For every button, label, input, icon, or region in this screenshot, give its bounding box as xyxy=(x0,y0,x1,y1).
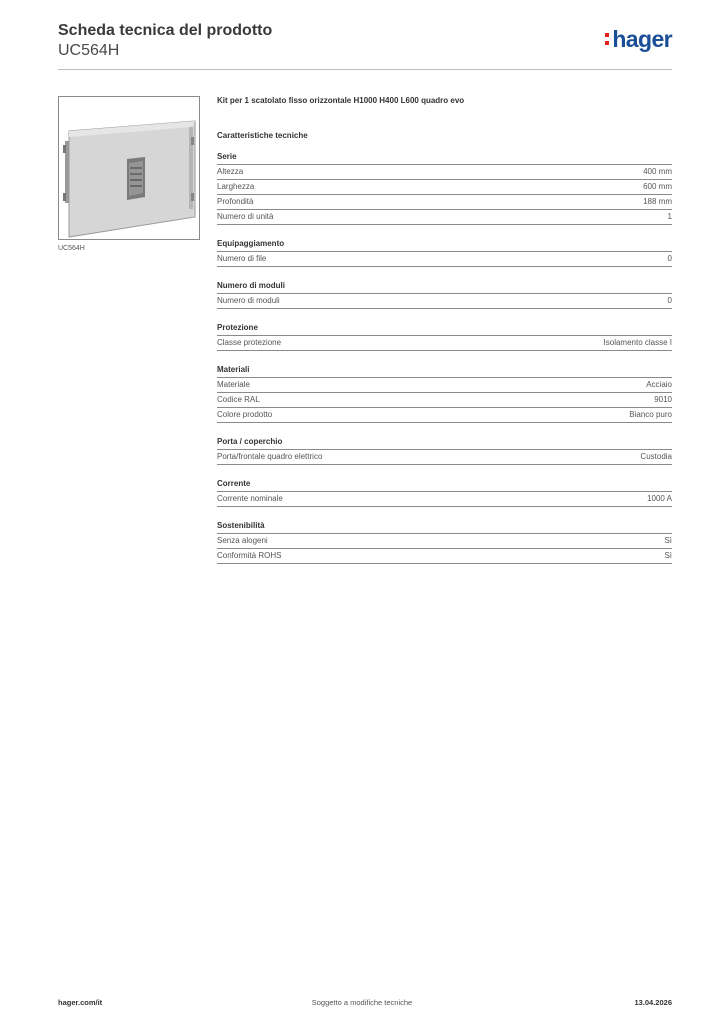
spec-label: Colore prodotto xyxy=(217,410,273,419)
footer-website: hager.com/it xyxy=(58,998,103,1007)
spec-row xyxy=(217,450,672,465)
spec-group-title: Numero di moduli xyxy=(217,281,672,294)
spec-row xyxy=(217,180,672,195)
spec-row xyxy=(217,336,672,351)
spec-label: Classe protezione xyxy=(217,338,282,347)
spec-label: Corrente nominale xyxy=(217,494,283,503)
spec-group xyxy=(217,281,672,309)
spec-value: 1000 A xyxy=(647,494,672,503)
product-panel-image-icon xyxy=(59,97,199,239)
spec-value: Bianco puro xyxy=(629,410,672,419)
spec-value: 600 mm xyxy=(643,182,672,191)
spec-value: Sì xyxy=(664,536,672,545)
spec-label: Conformità ROHS xyxy=(217,551,282,560)
spec-row xyxy=(217,210,672,225)
spec-value: Acciaio xyxy=(646,380,672,389)
spec-group xyxy=(217,521,672,564)
spec-value: 188 mm xyxy=(643,197,672,206)
spec-content xyxy=(217,96,672,564)
spec-value: 9010 xyxy=(654,395,672,404)
product-description: Kit per 1 scatolato fisso orizzontale H1000 H400 L600 quadro evo xyxy=(217,96,465,105)
spec-row xyxy=(217,195,672,210)
spec-label: Numero di unità xyxy=(217,212,274,221)
hager-logo xyxy=(605,26,672,53)
spec-label: Larghezza xyxy=(217,182,255,191)
spec-label: Codice RAL xyxy=(217,395,260,404)
spec-group xyxy=(217,239,672,267)
spec-row xyxy=(217,294,672,309)
spec-group xyxy=(217,323,672,351)
spec-label: Numero di moduli xyxy=(217,296,280,305)
product-image xyxy=(58,96,200,240)
spec-row xyxy=(217,378,672,393)
spec-value: 0 xyxy=(667,296,672,305)
spec-row xyxy=(217,549,672,564)
spec-group-title: Equipaggiamento xyxy=(217,239,672,252)
logo-dots-icon xyxy=(605,31,610,46)
spec-group-title: Porta / coperchio xyxy=(217,437,672,450)
spec-value: Isolamento classe I xyxy=(603,338,672,347)
footer-notice: Soggetto a modifiche tecniche xyxy=(311,998,413,1007)
product-code: UC564H xyxy=(58,42,120,59)
spec-value: Sì xyxy=(664,551,672,560)
spec-label: Senza alogeni xyxy=(217,536,268,545)
spec-label: Materiale xyxy=(217,380,250,389)
spec-group-title: Sostenibilità xyxy=(217,521,672,534)
document-title: Scheda tecnica del prodotto xyxy=(58,22,273,39)
page-header xyxy=(58,20,672,70)
spec-row xyxy=(217,408,672,423)
spec-value: 0 xyxy=(667,254,672,263)
spec-group-title: Protezione xyxy=(217,323,672,336)
spec-value: 1 xyxy=(667,212,672,221)
spec-value: 400 mm xyxy=(643,167,672,176)
spec-row xyxy=(217,393,672,408)
spec-group-title: Corrente xyxy=(217,479,672,492)
logo-text: hager xyxy=(612,26,672,52)
spec-label: Porta/frontale quadro elettrico xyxy=(217,452,323,461)
spec-group xyxy=(217,365,672,423)
spec-group xyxy=(217,437,672,465)
spec-section-title: Caratteristiche tecniche xyxy=(217,131,308,140)
spec-label: Numero di file xyxy=(217,254,267,263)
spec-group xyxy=(217,152,672,225)
spec-label: Altezza xyxy=(217,167,244,176)
spec-row xyxy=(217,534,672,549)
spec-row xyxy=(217,492,672,507)
spec-label: Profondità xyxy=(217,197,254,206)
spec-group-title: Serie xyxy=(217,152,672,165)
spec-row xyxy=(217,165,672,180)
spec-value: Custodia xyxy=(640,452,672,461)
image-caption: UC564H xyxy=(58,245,85,252)
spec-group-title: Materiali xyxy=(217,365,672,378)
footer-date: 13.04.2026 xyxy=(634,998,672,1007)
spec-groups xyxy=(217,152,672,564)
spec-row xyxy=(217,252,672,267)
spec-group xyxy=(217,479,672,507)
